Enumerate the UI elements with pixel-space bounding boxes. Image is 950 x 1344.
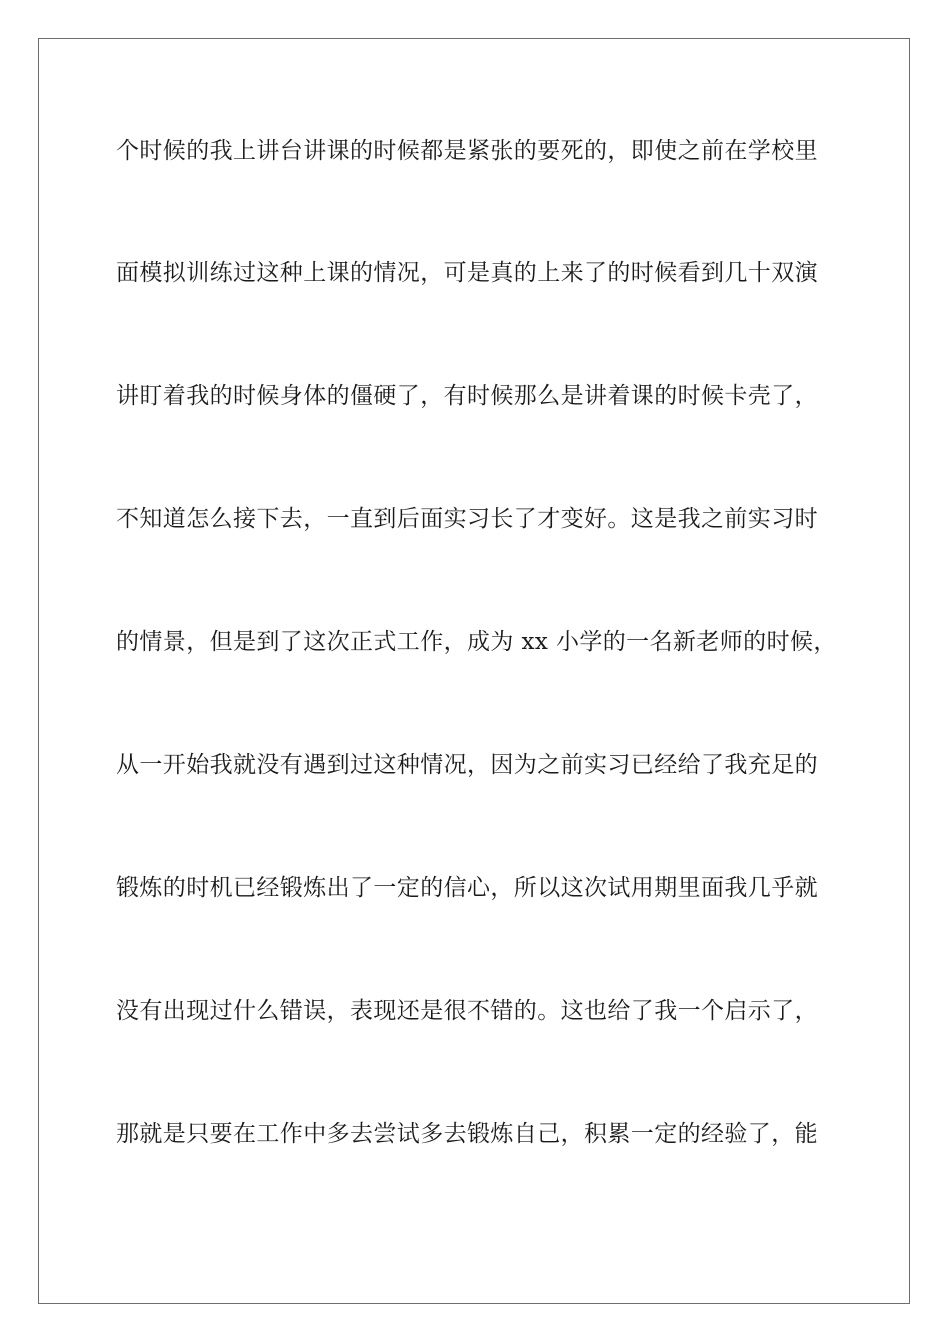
page-border: [38, 38, 910, 1304]
text-line: 个时候的我上讲台讲课的时候都是紧张的要死的，即使之前在学校里: [116, 138, 818, 164]
text-line: 从一开始我就没有遇到过这种情况，因为之前实习已经给了我充足的: [116, 752, 818, 778]
text-line: 那就是只要在工作中多去尝试多去锻炼自己，积累一定的经验了，能: [116, 1121, 818, 1147]
text-line: 讲盯着我的时候身体的僵硬了，有时候那么是讲着课的时候卡壳了，: [116, 383, 818, 409]
text-line: 锻炼的时机已经锻炼出了一定的信心，所以这次试用期里面我几乎就: [116, 875, 818, 901]
text-line: 不知道怎么接下去，一直到后面实习长了才变好。这是我之前实习时: [116, 506, 818, 532]
text-line: 面模拟训练过这种上课的情况，可是真的上来了的时候看到几十双演: [116, 260, 818, 286]
text-line: 没有出现过什么错误，表现还是很不错的。这也给了我一个启示了，: [116, 998, 818, 1024]
text-line: 的情景，但是到了这次正式工作，成为 xx 小学的一名新老师的时候，: [116, 629, 837, 655]
